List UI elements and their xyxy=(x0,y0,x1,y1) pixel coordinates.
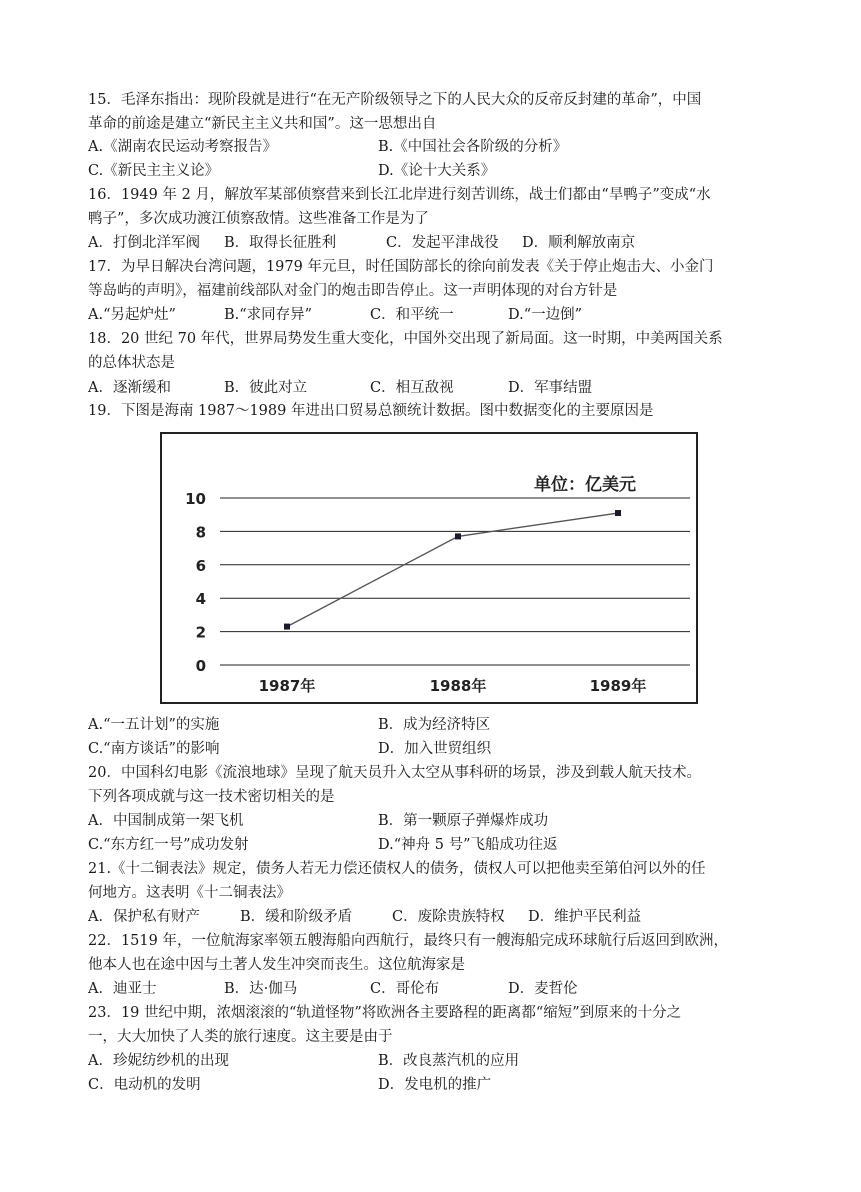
chart-data-point xyxy=(615,510,621,516)
chart-series-line xyxy=(287,513,618,627)
q23-option-b: B．改良蒸汽机的应用 xyxy=(378,1053,520,1069)
q18-option-c: C．相互敌视 xyxy=(370,380,454,396)
chart-data-point xyxy=(284,624,290,630)
q22-option-a: A．迪亚士 xyxy=(88,981,157,997)
q21-line-2: 何地方。这表明《十二铜表法》 xyxy=(88,885,291,901)
q23-option-d: D．发电机的推广 xyxy=(378,1077,492,1093)
q23-option-c: C．电动机的发明 xyxy=(88,1077,201,1093)
chart-points xyxy=(284,510,621,630)
q22-option-d: D．麦哲伦 xyxy=(508,981,578,997)
chart-x-tick-label: 1987年 xyxy=(258,677,316,695)
q22-option-b: B．达·伽马 xyxy=(224,981,298,997)
q16-option-a: A．打倒北洋军阀 xyxy=(88,235,200,251)
q17-option-d: D.“一边倒” xyxy=(508,307,583,323)
chart-y-tick-label: 10 xyxy=(185,490,206,508)
q21-line-1: 21.《十二铜表法》规定，债务人若无力偿还债权人的债务，债权人可以把他卖至第伯河以外的任 xyxy=(88,861,706,877)
q23-line-1: 23．19 世纪中期，浓烟滚滚的“轨道怪物”将欧洲各主要路程的距离都“缩短”到原来的十分之 xyxy=(88,1005,682,1021)
chart-x-ticks xyxy=(259,677,647,695)
chart-y-tick-label: 8 xyxy=(195,523,206,542)
q19-line-1: 19．下图是海南 1987～1989 年进出口贸易总额统计数据。图中数据变化的主要原因是 xyxy=(88,403,654,419)
q15-line-2: 革命的前途是建立“新民主主义共和国”。这一思想出自 xyxy=(88,116,437,132)
q15-option-a: A.《湖南农民运动考察报告》 xyxy=(88,139,278,155)
q15-option-c: C.《新民主主义论》 xyxy=(88,163,220,179)
q18-line-1: 18．20 世纪 70 年代，世界局势发生重大变化，中国外交出现了新局面。这一时期，中美两国关系 xyxy=(88,331,723,347)
q21-option-c: C．废除贵族特权 xyxy=(392,909,505,925)
q18-line-2: 的总体状态是 xyxy=(88,355,175,371)
chart-unit-label: 单位：亿美元 xyxy=(534,475,636,495)
q19-option-b: B．成为经济特区 xyxy=(378,717,491,733)
q23-option-a: A．珍妮纺纱机的出现 xyxy=(88,1053,229,1069)
q16-line-1: 16．1949 年 2 月，解放军某部侦察营来到长江北岸进行刻苦训练，战士们都由“旱鸭子”变成“水 xyxy=(88,187,711,203)
q21-option-a: A．保护私有财产 xyxy=(88,909,200,925)
q21-option-d: D．维护平民利益 xyxy=(528,909,642,925)
q20-option-a: A．中国制成第一架飞机 xyxy=(88,813,244,829)
q18-option-b: B．彼此对立 xyxy=(224,380,308,396)
q20-line-2: 下列各项成就与这一技术密切相关的是 xyxy=(88,789,335,805)
q19-option-d: D．加入世贸组织 xyxy=(378,741,492,757)
q22-line-2: 他本人也在途中因与土著人发生冲突而丧生。这位航海家是 xyxy=(88,957,465,973)
chart-y-tick-label: 0 xyxy=(195,657,206,675)
chart-y-tick-label: 4 xyxy=(195,590,206,609)
chart-x-tick-label: 1989年 xyxy=(589,677,647,695)
q18-option-a: A．逐渐缓和 xyxy=(88,380,171,396)
q17-option-a: A.“另起炉灶” xyxy=(88,307,176,323)
q17-option-c: C．和平统一 xyxy=(370,307,454,323)
chart-y-ticks xyxy=(185,490,206,675)
chart-grid xyxy=(220,498,690,665)
q16-option-d: D．顺利解放南京 xyxy=(522,235,636,251)
q22-option-c: C．哥伦布 xyxy=(370,981,440,997)
q22-line-1: 22．1519 年，一位航海家率领五艘海船向西航行，最终只有一艘海船完成环球航行后返回到欧洲， xyxy=(88,933,728,949)
q19-option-a: A.“一五计划”的实施 xyxy=(88,717,220,733)
trade-chart xyxy=(160,432,698,704)
q19-option-c: C.“南方谈话”的影响 xyxy=(88,741,220,757)
q21-option-b: B．缓和阶级矛盾 xyxy=(240,909,353,925)
q20-option-b: B．第一颗原子弹爆炸成功 xyxy=(378,813,549,829)
q16-option-c: C．发起平津战役 xyxy=(386,235,499,251)
q17-line-1: 17．为早日解决台湾问题，1979 年元旦，时任国防部长的徐向前发表《关于停止炮击大、小金门 xyxy=(88,259,714,275)
q15-line-1: 15．毛泽东指出：现阶段就是进行“在无产阶级领导之下的人民大众的反帝反封建的革命”，中国 xyxy=(88,92,702,108)
q15-option-d: D.《论十大关系》 xyxy=(378,163,496,179)
q20-option-c: C.“东方红一号”成功发射 xyxy=(88,837,249,853)
chart-data-point xyxy=(455,533,461,539)
chart-x-tick-label: 1988年 xyxy=(429,677,487,695)
chart-y-tick-label: 2 xyxy=(195,623,206,642)
chart-y-tick-label: 6 xyxy=(195,556,206,575)
q17-option-b: B.“求同存异” xyxy=(224,307,313,323)
q15-option-b: B.《中国社会各阶级的分析》 xyxy=(378,139,568,155)
q20-line-1: 20．中国科幻电影《流浪地球》呈现了航天员升入太空从事科研的场景，涉及到载人航天技术。 xyxy=(88,765,701,781)
trade-chart-svg xyxy=(162,434,696,702)
q20-option-d: D.“神舟 5 号”飞船成功往返 xyxy=(378,837,558,853)
q16-line-2: 鸭子”，多次成功渡江侦察敌情。这些准备工作是为了 xyxy=(88,211,429,227)
q17-line-2: 等岛屿的声明》，福建前线部队对金门的炮击即告停止。这一声明体现的对台方针是 xyxy=(88,283,618,299)
q16-option-b: B．取得长征胜利 xyxy=(224,235,337,251)
q18-option-d: D．军事结盟 xyxy=(508,380,593,396)
q23-line-2: 一，大大加快了人类的旅行速度。这主要是由于 xyxy=(88,1029,393,1045)
